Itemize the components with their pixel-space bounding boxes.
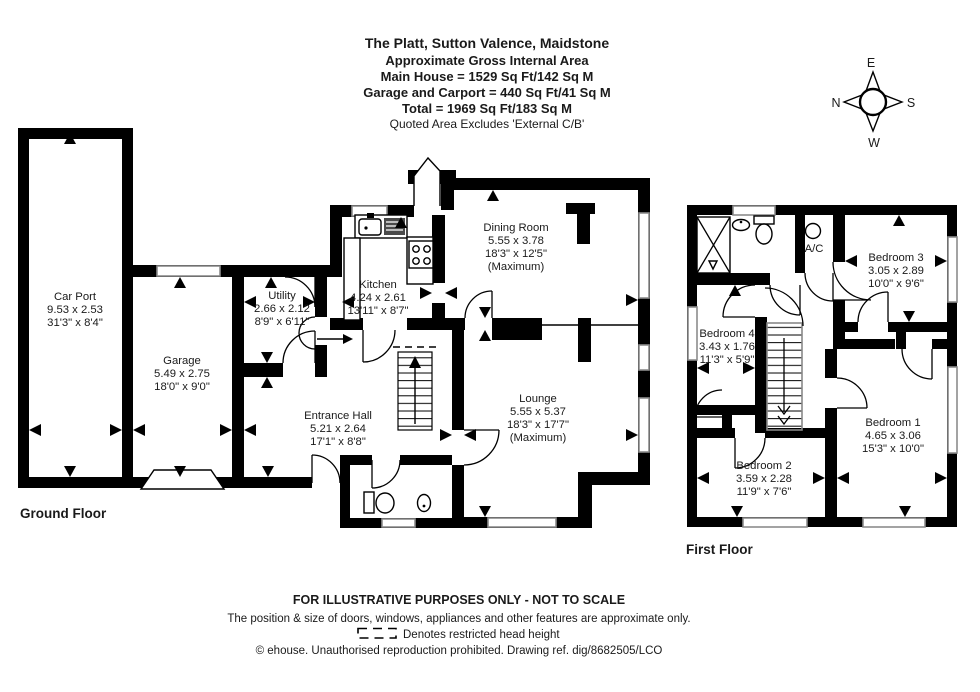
svg-text:4.24 x 2.61: 4.24 x 2.61 [350, 292, 406, 304]
svg-text:Dining Room: Dining Room [483, 222, 549, 234]
svg-text:13'11" x 8'7": 13'11" x 8'7" [347, 305, 409, 317]
svg-text:Utility: Utility [268, 290, 296, 302]
compass-west-label: W [868, 136, 880, 150]
svg-text:18'3" x 17'7": 18'3" x 17'7" [507, 419, 569, 431]
svg-text:18'0" x 9'0": 18'0" x 9'0" [154, 381, 210, 393]
legend-dashed-box [358, 629, 396, 639]
basin-icon [418, 495, 431, 512]
svg-text:9.53 x 2.53: 9.53 x 2.53 [47, 304, 103, 316]
svg-text:Car Port: Car Port [53, 291, 97, 303]
room-label-bedroom-3 [868, 252, 924, 290]
bathroom-basin-icon [733, 220, 750, 231]
svg-text:4.65 x 3.06: 4.65 x 3.06 [865, 430, 921, 442]
svg-text:8'9" x 6'11": 8'9" x 6'11" [254, 316, 310, 328]
ground-floor-label: Ground Floor [20, 506, 107, 521]
room-label-bedroom-1 [862, 417, 924, 455]
kitchen-hob-icon [409, 241, 433, 268]
stairs-down-icon [767, 323, 802, 430]
room-label-garage [154, 355, 210, 393]
svg-text:17'1" x 8'8": 17'1" x 8'8" [310, 436, 366, 448]
dining-porch-canopy [414, 158, 440, 206]
airing-cupboard-tank-icon [806, 224, 821, 239]
room-label-lounge [507, 393, 569, 444]
title-exclusion-note: Quoted Area Excludes 'External C/B' [389, 117, 585, 131]
first-floor-plan [686, 205, 957, 557]
svg-text:Bedroom 1: Bedroom 1 [865, 417, 921, 429]
compass-north-label: N [831, 96, 841, 110]
title-total-area: Total = 1969 Sq Ft/183 Sq M [402, 101, 572, 116]
title-block [363, 35, 610, 131]
room-label-entrance-hall [304, 410, 372, 448]
footer-restricted-head-height-note: Denotes restricted head height [403, 629, 560, 641]
svg-text:5.21 x 2.64: 5.21 x 2.64 [310, 423, 366, 435]
room-label-utility [254, 290, 310, 328]
svg-text:Garage: Garage [163, 355, 201, 367]
stairs-up-icon [393, 347, 437, 430]
garage-door [141, 470, 224, 489]
svg-text:31'3" x 8'4": 31'3" x 8'4" [47, 317, 103, 329]
svg-text:5.49 x 2.75: 5.49 x 2.75 [154, 368, 210, 380]
title-main-house-area: Main House = 1529 Sq Ft/142 Sq M [380, 69, 594, 84]
svg-text:Bedroom 2: Bedroom 2 [736, 460, 792, 472]
compass-east-label: E [866, 56, 876, 70]
svg-text:Kitchen: Kitchen [359, 279, 397, 291]
shower-icon [697, 217, 730, 273]
room-label-bedroom-2 [736, 460, 792, 498]
ground-floor-plan [18, 128, 650, 528]
room-label-car-port [47, 291, 103, 329]
title-area-heading: Approximate Gross Internal Area [385, 53, 589, 68]
svg-text:Bedroom 3: Bedroom 3 [868, 252, 924, 264]
dining-chimney-breast [566, 203, 595, 244]
svg-text:11'3" x 5'9": 11'3" x 5'9" [699, 354, 755, 366]
svg-text:5.55 x 5.37: 5.55 x 5.37 [510, 406, 566, 418]
svg-text:Lounge: Lounge [519, 393, 557, 405]
svg-text:(Maximum): (Maximum) [487, 261, 545, 273]
compass-south-label: S [906, 96, 916, 110]
footer-approximate-note: The position & size of doors, windows, appliances and other features are approximate only. [227, 613, 691, 625]
svg-text:(Maximum): (Maximum) [509, 432, 567, 444]
toilet-icon [364, 492, 394, 513]
footer [227, 593, 690, 657]
svg-text:3.05 x 2.89: 3.05 x 2.89 [868, 265, 924, 277]
svg-text:5.55 x 3.78: 5.55 x 3.78 [488, 235, 544, 247]
footer-copyright: © ehouse. Unauthorised reproduction prohibited. Drawing ref. dig/8682505/LCO [255, 645, 663, 657]
room-label-dining-room [483, 222, 548, 273]
svg-text:11'9" x 7'6": 11'9" x 7'6" [736, 486, 792, 498]
compass-rose-icon [831, 56, 915, 150]
svg-text:10'0" x 9'6": 10'0" x 9'6" [868, 278, 924, 290]
svg-text:Bedroom 4: Bedroom 4 [699, 328, 755, 340]
property-title: The Platt, Sutton Valence, Maidstone [364, 35, 610, 51]
svg-text:15'3" x 10'0": 15'3" x 10'0" [862, 443, 924, 455]
footer-disclaimer-heading: FOR ILLUSTRATIVE PURPOSES ONLY - NOT TO SCALE [292, 593, 626, 607]
bathroom-toilet-icon [754, 216, 774, 244]
airing-cupboard-label: A/C [804, 243, 824, 255]
svg-text:Entrance Hall: Entrance Hall [304, 410, 372, 422]
first-floor-label: First Floor [686, 542, 753, 557]
svg-text:18'3" x 12'5": 18'3" x 12'5" [485, 248, 547, 260]
svg-text:3.43 x 1.76: 3.43 x 1.76 [699, 341, 755, 353]
svg-text:2.66 x 2.12: 2.66 x 2.12 [254, 303, 310, 315]
room-label-bedroom-4 [699, 328, 755, 366]
title-garage-area: Garage and Carport = 440 Sq Ft/41 Sq M [363, 85, 611, 100]
ground-floor-walls [18, 128, 650, 528]
svg-text:3.59 x 2.28: 3.59 x 2.28 [736, 473, 792, 485]
